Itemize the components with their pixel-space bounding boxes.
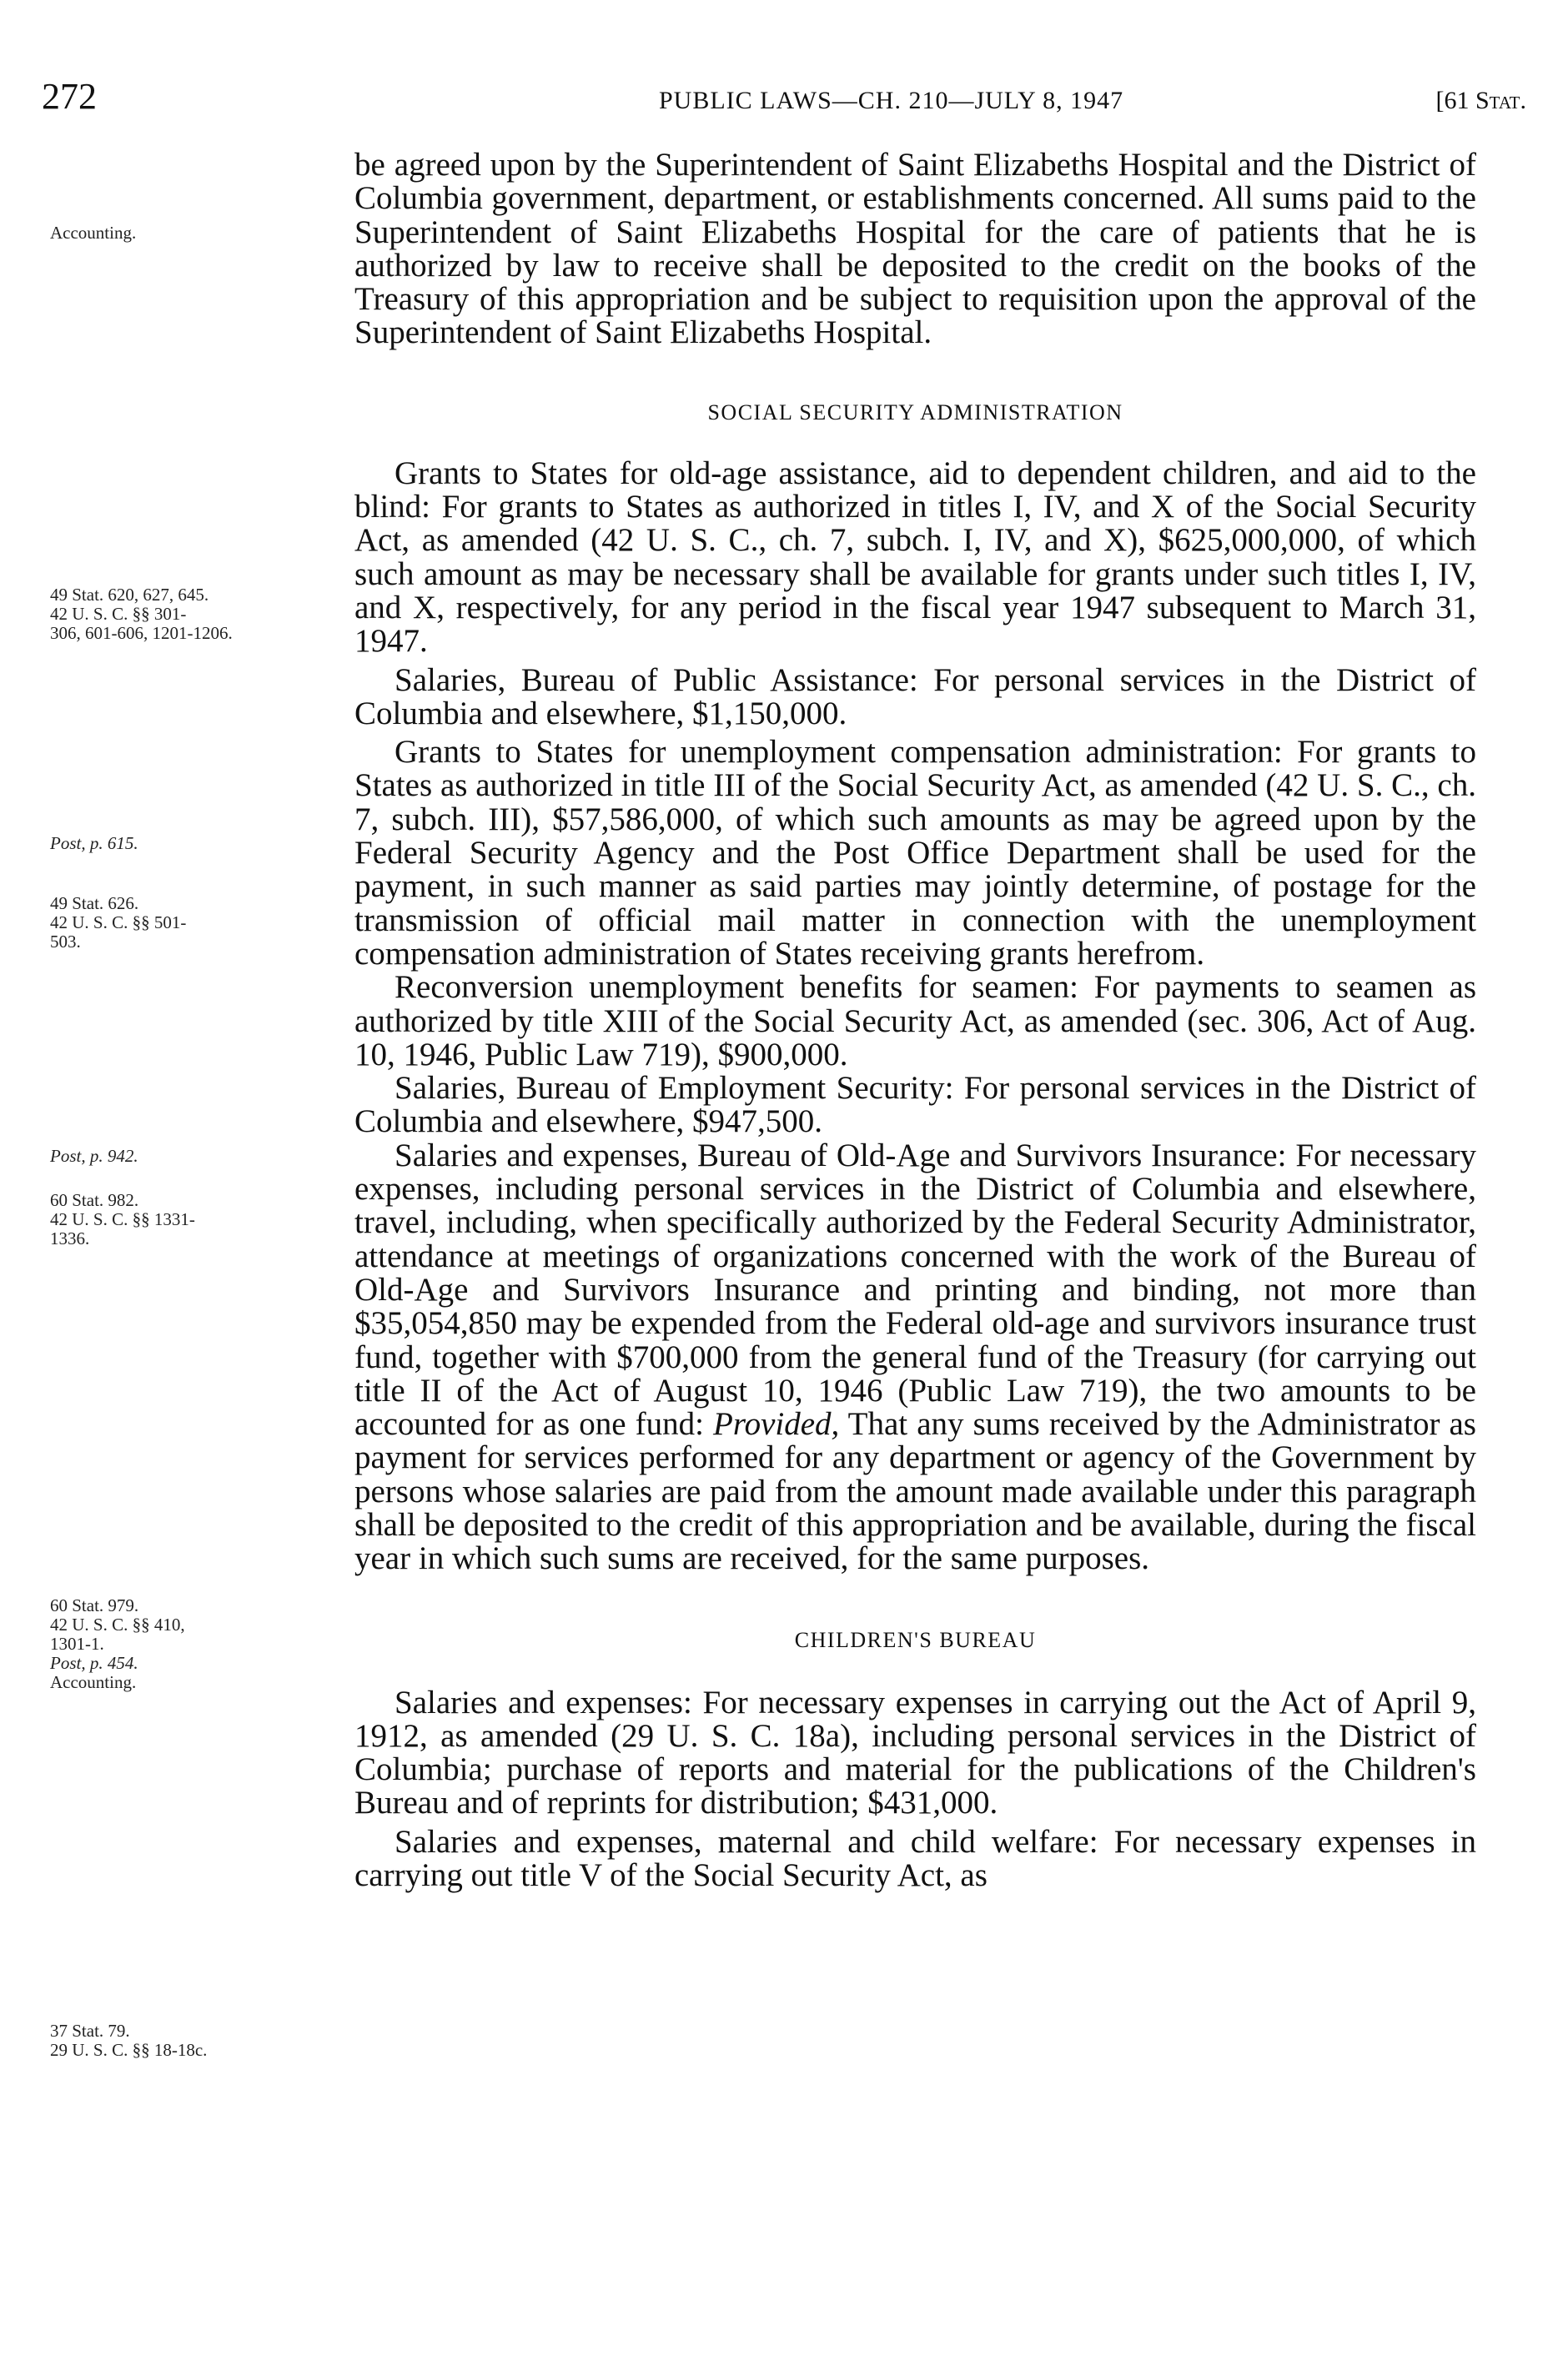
margin-note-line: Post, p. 454. (50, 1653, 138, 1673)
margin-note-line: 60 Stat. 982. (50, 1190, 139, 1210)
margin-note-post-942 (50, 1147, 334, 1166)
margin-note-line: 60 Stat. 979. (50, 1595, 139, 1615)
margin-note-line: 49 Stat. 620, 627, 645. (50, 585, 209, 605)
margin-note-line: 42 U. S. C. §§ 501- (50, 912, 187, 932)
margin-note-line: Post, p. 942. (50, 1146, 138, 1166)
heading-social-security-administration: SOCIAL SECURITY ADMINISTRATION (707, 399, 1123, 424)
paragraph-old-age-survivors-insurance (354, 1139, 1476, 1576)
paragraph-maternal-child-welfare: Salaries and expenses, maternal and child welfare: For necessary expenses in carrying out title V of the Social Security Act, as (354, 1823, 1476, 1894)
paragraph-saint-elizabeths: be agreed upon by the Superintendent of Saint Elizabeths Hospital and the District of Columbia government, department, or establishments concerned. All sums paid to the Superintendent of Saint Elizabeths Hospital for the care of patients that he is authorized by law to receive shall be deposited to the credit on the books of the Treasury of this appropriation and be subject to requisition upon the approval of the Superintendent of Saint Elizabeths Hospital. (354, 147, 1476, 351)
paragraph-unemployment-compensation: Grants to States for unemployment compensation administration: For grants to States as authorized in title III of the Social Security Act, as amended (42 U. S. C., ch. 7, subch. III), $57,586,000, of which such amounts as may be agreed upon by the Federal Security Agency and the Post Office Department shall be used for the payment, in such manner as said parties may jointly determine, of postage for the transmission of official mail matter in connection with the unemployment compensation administration of States receiving grants herefrom. (354, 734, 1476, 972)
paragraph-text: That any sums received by the Administrator as payment for services performed for any department or agency of the Government by persons whose salaries are paid from the amount made available under this paragraph shall be deposited to the credit of this appropriation and be available, during the fiscal year in which such sums are received, for the same purposes. (354, 1406, 1476, 1577)
margin-note-line: 1301-1. (50, 1634, 104, 1654)
volume-ref-open: [61 (1435, 87, 1475, 114)
margin-note-line: 42 U. S. C. §§ 301- (50, 604, 187, 624)
margin-note-line: 42 U. S. C. §§ 410, (50, 1615, 185, 1635)
paragraph-childrens-bureau-salaries: Salaries and expenses: For necessary expenses in carrying out the Act of April 9, 1912, as amended (29 U. S. C. 18a), including personal services in the District of Columbia; purchase of reports and material for the publications of the Children's Bureau and of reprints for distribution; $431,000. (354, 1684, 1476, 1821)
main-text-column (354, 148, 1476, 1892)
page-number: 272 (42, 76, 97, 117)
margin-note-line: 503. (50, 932, 81, 952)
paragraph-grants-old-age: Grants to States for old-age assistance, aid to dependent children, and aid to the blind: For grants to States as authorized in titles I, IV, and X of the Social Security Act, as amended (42 U. S. C., ch. 7, subch. I, IV, and X), $625,000,000, of which such amount as may be necessary shall be available for grants under such titles I, IV, and X, respectively, for any period in the fiscal year 1947 subsequent to March 31, 1947. (354, 455, 1476, 660)
margin-note-line: 42 U. S. C. §§ 1331- (50, 1209, 195, 1229)
margin-note-unemployment-refs (50, 894, 334, 952)
margin-note-accounting (50, 224, 334, 243)
running-title: PUBLIC LAWS—CH. 210—JULY 8, 1947 (659, 87, 1124, 114)
volume-reference (1436, 87, 1527, 115)
margin-note-line: 1336. (50, 1228, 90, 1248)
paragraph-employment-security: Salaries, Bureau of Employment Security: For personal services in the District of Columbia and elsewhere, $947,500. (354, 1070, 1476, 1140)
heading-childrens-bureau: CHILDREN'S BUREAU (794, 1627, 1037, 1652)
paragraph-seamen-benefits: Reconversion unemployment benefits for seamen: For payments to seamen as authorized by title XIII of the Social Security Act, as amended (sec. 306, Act of Aug. 10, 1946, Public Law 719), $900,000. (354, 969, 1476, 1072)
margin-note-post-615 (50, 834, 334, 853)
margin-note-children-refs (50, 2022, 334, 2060)
margin-note-line: Accounting. (50, 223, 137, 243)
margin-note-line: 29 U. S. C. §§ 18-18c. (50, 2040, 208, 2060)
margin-note-oldage-refs (50, 585, 334, 643)
margin-note-seamen-refs (50, 1191, 334, 1248)
margin-note-line: Post, p. 615. (50, 833, 138, 853)
volume-ref-stat: Stat. (1475, 87, 1526, 114)
margin-note-survivors-refs (50, 1596, 334, 1692)
margin-note-line: Accounting. (50, 1672, 137, 1692)
margin-note-line: 37 Stat. 79. (50, 2021, 130, 2041)
paragraph-text: Salaries and expenses, Bureau of Old-Age and Survivors Insurance: For necessary expenses, including personal services in the District of Columbia and elsewhere, travel, including, when specifically authorized by the Federal Security Administrator, attendance at meetings of organizations concerned with the work of the Bureau of Old-Age and Survivors Insurance and printing and binding, not more than $35,054,850 may be expended from the Federal old-age and survivors insurance trust fund, together with $700,000 from the general fund of the Treasury (for carrying out title II of the Act of August 10, 1946 (Public Law 719), the two amounts to be accounted for as one fund: (354, 1137, 1476, 1443)
margin-note-line: 49 Stat. 626. (50, 893, 139, 913)
provided-clause: Provided, (713, 1406, 840, 1443)
running-header (33, 77, 1535, 127)
paragraph-public-assistance: Salaries, Bureau of Public Assistance: For personal services in the District of Columbia and elsewhere, $1,150,000. (354, 661, 1476, 731)
margin-note-line: 306, 601-606, 1201-1206. (50, 623, 233, 643)
